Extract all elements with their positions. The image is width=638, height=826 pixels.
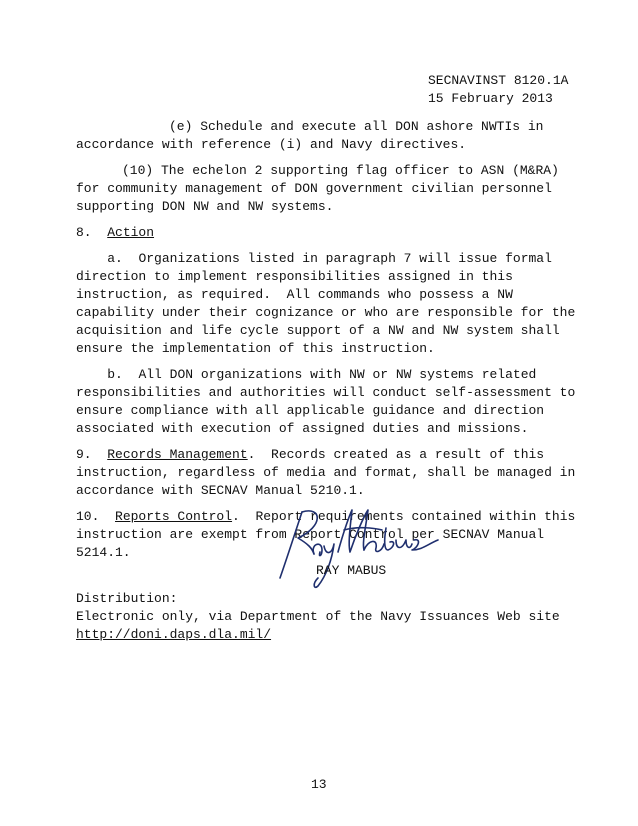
- distribution-heading: Distribution:: [76, 591, 178, 606]
- para-e-line-2: accordance with reference (i) and Navy directives.: [76, 137, 467, 152]
- section-10-number: 10.: [76, 509, 100, 524]
- document-date: 15 February 2013: [428, 91, 553, 106]
- section-8a-prefix: a.: [107, 251, 123, 266]
- section-8b-line-3: ensure compliance with all applicable guidance and direction: [76, 403, 545, 418]
- para-e-line-1: (e) Schedule and execute all DON ashore NWTIs in: [169, 119, 544, 134]
- document-id: SECNAVINST 8120.1A: [428, 73, 569, 88]
- section-9-title: Records Management: [107, 447, 248, 462]
- section-10-line-2: instruction are exempt from Report Control per SECNAV Manual: [76, 527, 545, 542]
- section-9-line-1: [76, 446, 544, 463]
- distribution-link[interactable]: http://doni.daps.dla.mil/: [76, 627, 272, 642]
- section-8-number: 8.: [76, 225, 92, 240]
- section-8a-text: Organizations listed in paragraph 7 will issue formal: [138, 251, 552, 266]
- section-8-heading: [76, 224, 154, 241]
- para-10-line-1: (10) The echelon 2 supporting flag officer to ASN (M&RA): [122, 163, 559, 178]
- section-8-title: Action: [107, 225, 155, 240]
- para-10-line-2: for community management of DON government civilian personnel: [76, 181, 552, 196]
- distribution-text: Electronic only, via Department of the Navy Issuances Web site: [76, 609, 560, 624]
- section-8a-line-3: instruction, as required. All commands who possess a NW: [76, 287, 513, 302]
- section-9-number: 9.: [76, 447, 92, 462]
- section-9-line-3: accordance with SECNAV Manual 5210.1.: [76, 483, 365, 498]
- section-8a-line-2: direction to implement responsibilities assigned in this: [76, 269, 513, 284]
- section-8b-text: All DON organizations with NW or NW systems related: [138, 367, 537, 382]
- section-9-line-2: instruction, regardless of media and format, shall be managed in: [76, 465, 576, 480]
- section-9-text: . Records created as a result of this: [247, 447, 545, 462]
- section-10-text: . Report requirements contained within this: [232, 509, 576, 524]
- signatory-name: RAY MABUS: [316, 563, 387, 578]
- section-8a-line-1: [76, 250, 552, 267]
- page-number: 13: [311, 777, 327, 792]
- para-10-line-3: supporting DON NW and NW systems.: [76, 199, 334, 214]
- section-8a-line-6: ensure the implementation of this instruction.: [76, 341, 435, 356]
- section-8b-line-4: associated with execution of assigned duties and missions.: [76, 421, 529, 436]
- section-8b-prefix: b.: [107, 367, 123, 382]
- section-8b-line-1: [76, 366, 536, 383]
- section-10-line-3: 5214.1.: [76, 545, 131, 560]
- section-8a-line-5: acquisition and life cycle support of a NW and NW system shall: [76, 323, 560, 338]
- section-8a-line-4: capability under their cognizance or who are responsible for the: [76, 305, 576, 320]
- section-8b-line-2: responsibilities and authorities will conduct self-assessment to: [76, 385, 576, 400]
- section-10-title: Reports Control: [115, 509, 233, 524]
